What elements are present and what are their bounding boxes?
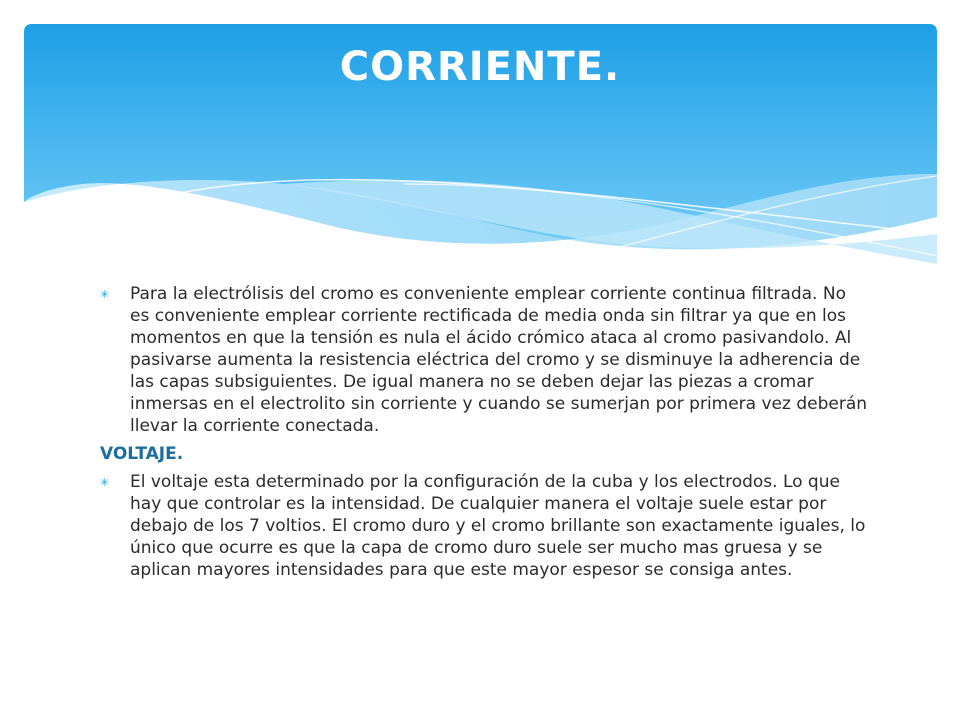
section-heading-voltaje: VOLTAJE. bbox=[100, 444, 184, 464]
bullet-voltaje bbox=[100, 471, 870, 581]
bullet-corriente-text: Para la electrólisis del cromo es conveniente emplear corriente continua filtrada. No es conveniente emplear corriente rectificada de media onda sin filtrar ya que en los momentos en que la tensión es nula el ácido crómico ataca al cromo pasivandolo. Al pasivarse aumenta la resistencia eléctrica del cromo y se disminuye la adherencia de las capas subsiguientes. De igual manera no se deben dejar las piezas a cromar inmersas en el electrolito sin corriente y cuando se sumerjan por primera vez deberán llevar la corriente conectada. bbox=[130, 284, 868, 436]
asterisk-icon: ✳ bbox=[100, 288, 110, 301]
slide-title: CORRIENTE. bbox=[339, 44, 621, 90]
bullet-voltaje-text: El voltaje esta determinado por la configuración de la cuba y los electrodos. Lo que hay que controlar es la intensidad. De cualquier manera el voltaje suele estar por debajo de los 7 voltios. El cromo duro y el cromo brillante son exactamente iguales, lo único que ocurre es que la capa de cromo duro suele ser mucho mas gruesa y se aplican mayores intensidades para que este mayor espesor se consiga antes. bbox=[130, 472, 866, 580]
slide-body bbox=[100, 283, 870, 581]
bullet-corriente bbox=[100, 283, 870, 437]
asterisk-icon: ✳ bbox=[100, 476, 110, 489]
